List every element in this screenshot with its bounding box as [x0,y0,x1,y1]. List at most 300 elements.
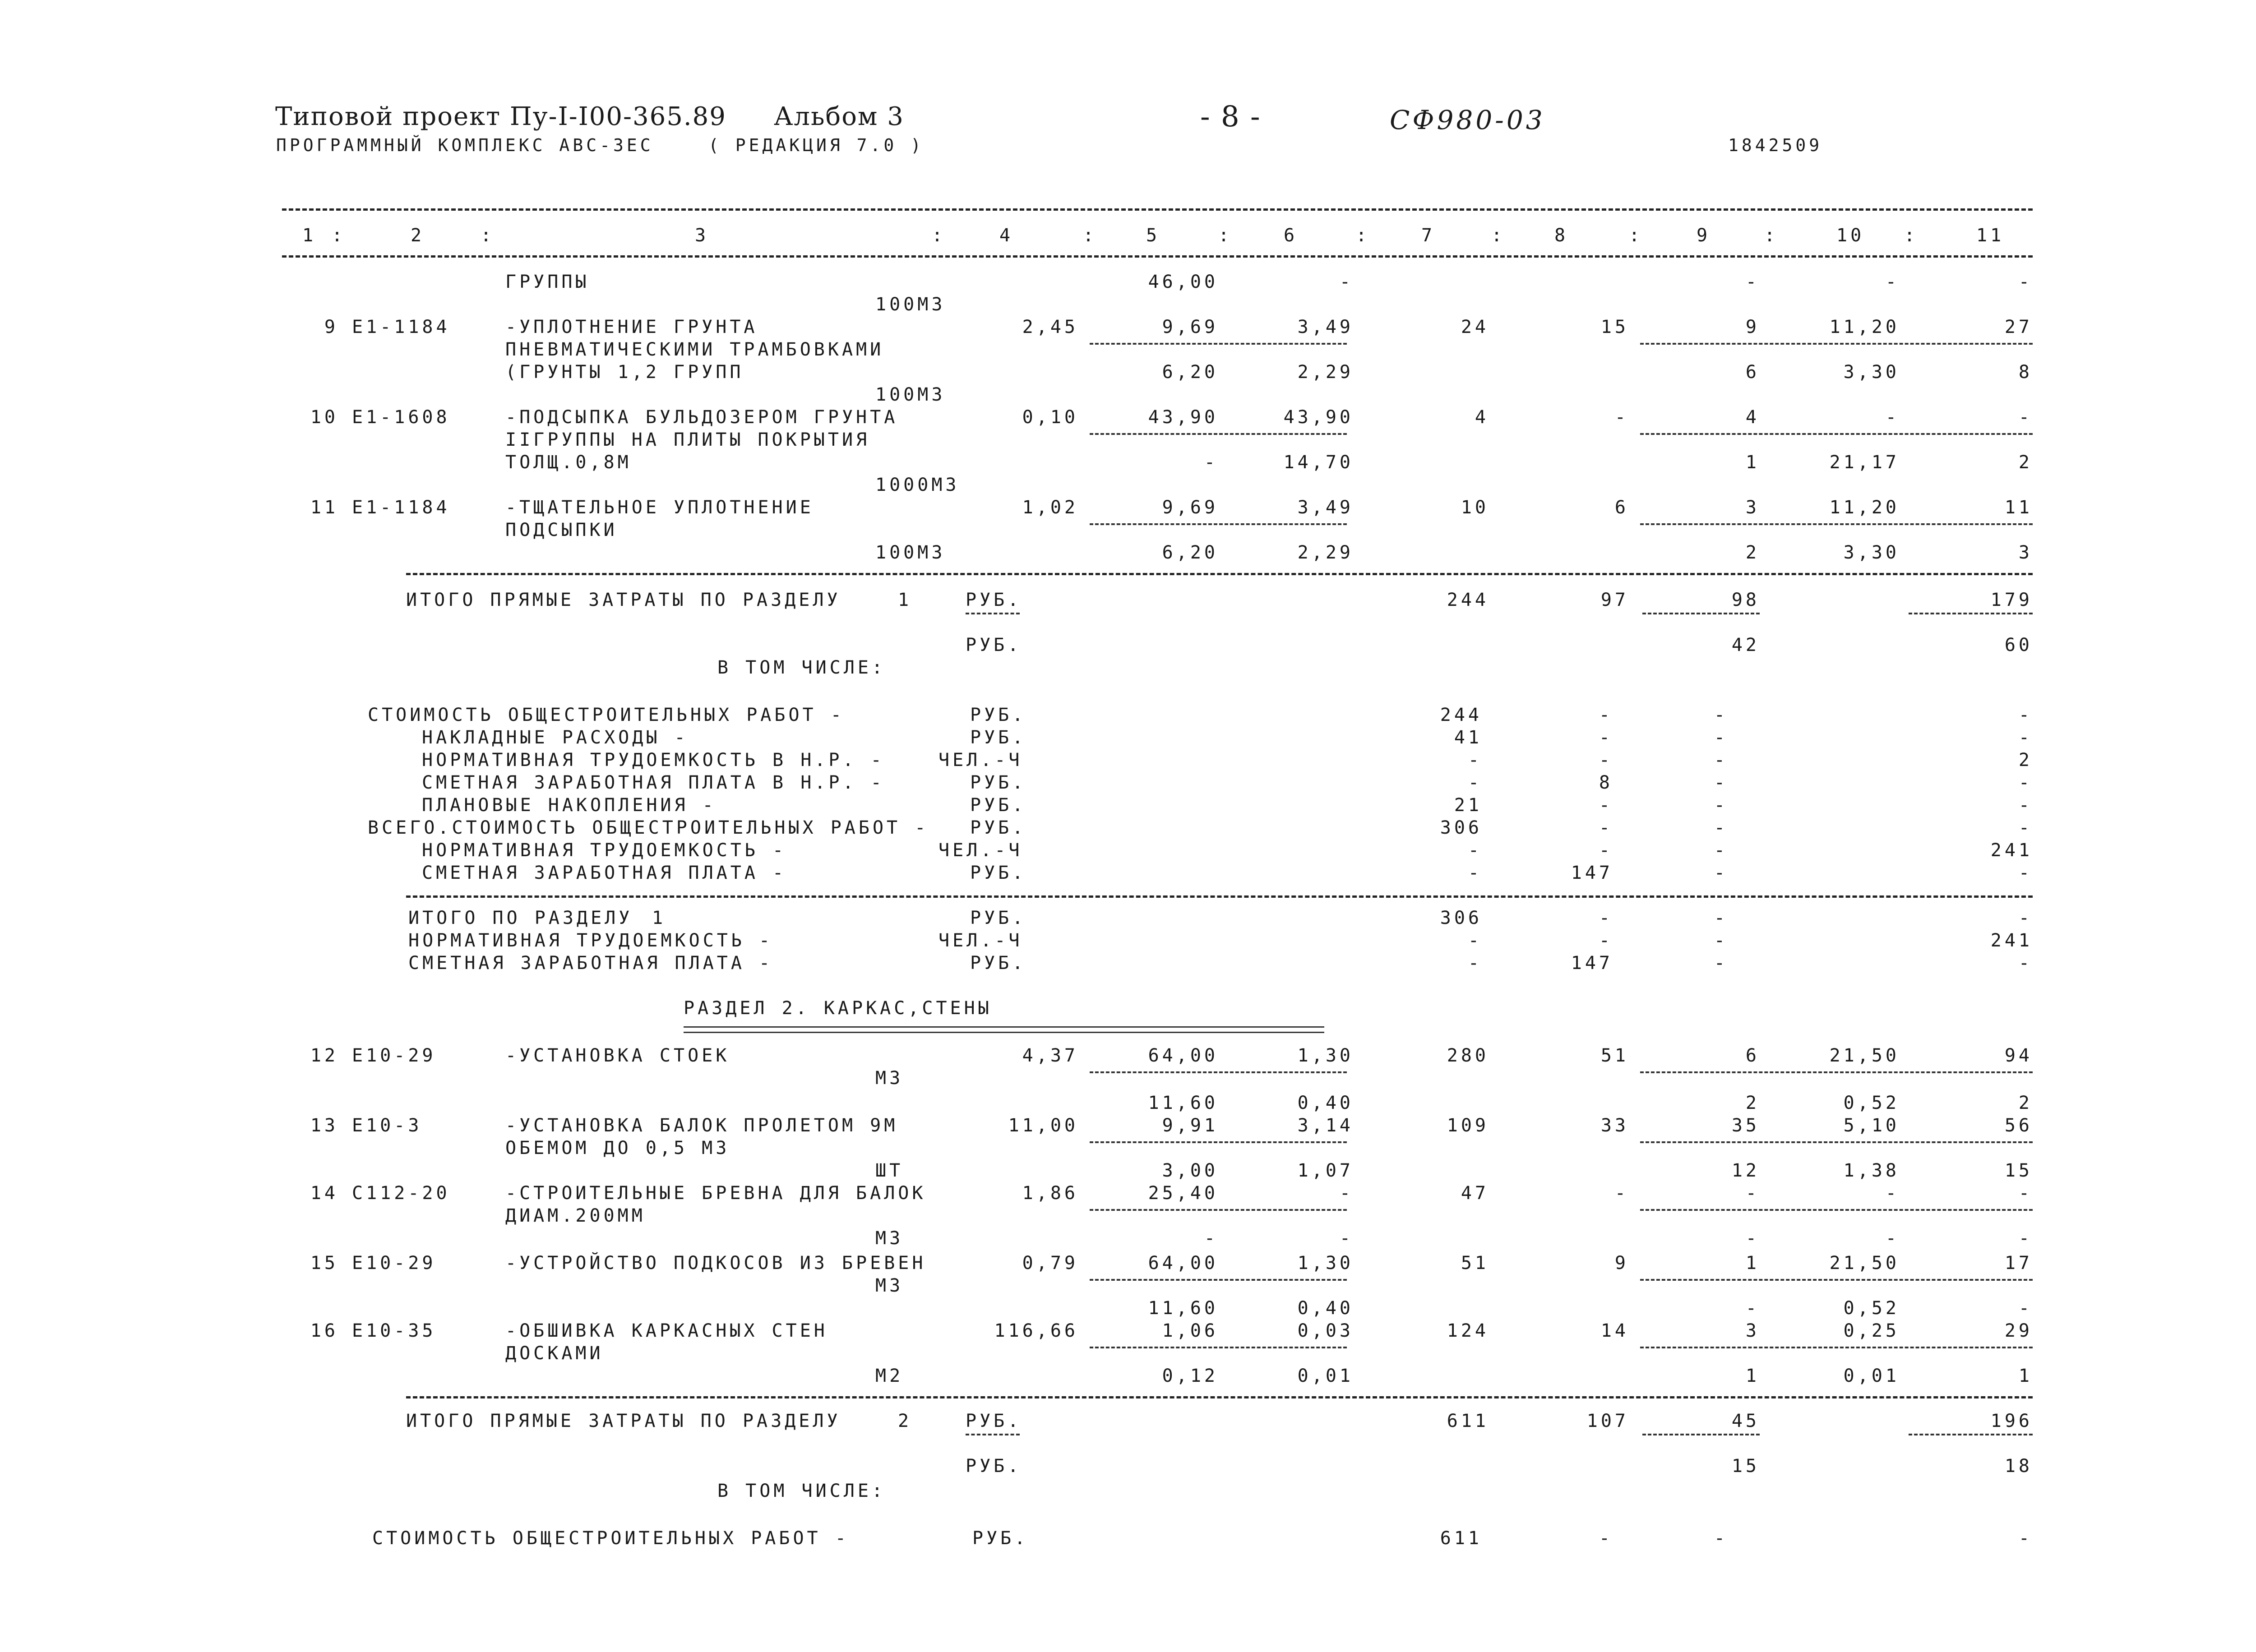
row-c5: 9,91 [1162,1115,1218,1136]
row-c10: 0,52 [1843,1093,1900,1113]
summary-label: НОРМАТИВНАЯ ТРУДОЕМКОСТЬ - [408,930,773,951]
total-label: ИТОГО ПРЯМЫЕ ЗАТРАТЫ ПО РАЗДЕЛУ [406,1411,841,1431]
row-name: -УПЛОТНЕНИЕ ГРУНТА [505,317,758,337]
column-separator: : [1491,225,1506,246]
row-c7: 4 [1475,407,1489,428]
row-c11: 29 [2004,1320,2033,1341]
summary-c7: - [1468,930,1482,951]
row-c11: 94 [2004,1045,2033,1066]
total-unit-2: РУБ. [966,635,1022,655]
dashed-separator [1090,1347,1347,1348]
summary-c9: - [1714,953,1728,974]
row-c6: 1,30 [1297,1253,1354,1274]
row-name: ТОЛЩ.0,8М [505,452,632,473]
column-separator: : [332,225,346,246]
total-c7: 244 [1447,590,1489,610]
row-number: 15 [310,1253,338,1274]
row-name: ПОДСЫПКИ [505,520,618,540]
summary-c11: - [2018,908,2033,928]
summary-c9: - [1714,930,1728,951]
breakdown-label: НОРМАТИВНАЯ ТРУДОЕМКОСТЬ В Н.Р. - [422,750,885,771]
row-c8: 9 [1614,1253,1629,1274]
column-header-6: 6 [1284,225,1298,246]
summary-label: СМЕТНАЯ ЗАРАБОТНАЯ ПЛАТА - [408,953,773,974]
breakdown-label: ПЛАНОВЫЕ НАКОПЛЕНИЯ - [422,795,717,816]
row-c10: 11,20 [1829,317,1900,337]
column-header-10: 10 [1836,225,1865,246]
breakdown-unit: РУБ. [970,817,1026,838]
row-c6: 3,14 [1297,1115,1354,1136]
row-c8: - [1614,407,1629,428]
row-unit: М3 [875,1275,904,1296]
row-c11: 3 [2018,542,2033,563]
row-c11: - [2018,1183,2033,1204]
total-unit-2: РУБ. [966,1456,1022,1477]
row-c5: 9,69 [1162,317,1218,337]
row-c6: 1,07 [1297,1160,1354,1181]
breakdown-label: НАКЛАДНЫЕ РАСХОДЫ - [422,727,689,748]
breakdown-c7: 244 [1440,705,1482,725]
breakdown-c8: 147 [1571,863,1613,883]
row-name: -УСТРОЙСТВО ПОДКОСОВ ИЗ БРЕВЕН [505,1253,926,1274]
row-c6: 43,90 [1283,407,1354,428]
row-c9: 6 [1745,362,1760,383]
breakdown-label: ВСЕГО.СТОИМОСТЬ ОБЩЕСТРОИТЕЛЬНЫХ РАБОТ - [368,817,929,838]
summary-unit: РУБ. [970,953,1026,974]
breakdown-unit: ЧЕЛ.-Ч [938,750,1023,771]
dashed-separator [1640,1141,2033,1143]
row-c11: 2 [2018,452,2033,473]
breakdown-unit: РУБ. [970,772,1026,793]
row-c11: 56 [2004,1115,2033,1136]
row-c5: - [1204,1228,1218,1249]
row-c9: 35 [1731,1115,1760,1136]
total-c9-2: 15 [1731,1456,1760,1477]
document-number: 1842509 [1728,135,1823,155]
row-number: 11 [310,497,338,518]
document-code: СФ980-03 [1390,105,1545,135]
row-unit: 100М3 [875,294,946,315]
row-name: ДОСКАМИ [505,1343,604,1364]
row-c10: 0,25 [1843,1320,1900,1341]
breakdown-c7: 41 [1454,727,1482,748]
row-unit: М3 [875,1228,904,1249]
project-title: Типовой проект Пу-I-I00-365.89 [275,102,726,131]
dashed-separator [966,1434,1020,1435]
row-unit: М3 [875,1068,904,1089]
breakdown-label: НОРМАТИВНАЯ ТРУДОЕМКОСТЬ - [422,840,787,861]
row-code: Е10-35 [352,1320,436,1341]
row-c5: 6,20 [1162,362,1218,383]
summary-c7: 306 [1440,908,1482,928]
dashed-separator [1640,1209,2033,1211]
row-code: Е1-1184 [352,317,450,337]
row-code: Е10-29 [352,1045,436,1066]
section2-title-underline [684,1026,1324,1028]
row-c6: 0,03 [1297,1320,1354,1341]
row-name: IIГРУППЫ НА ПЛИТЫ ПОКРЫТИЯ [505,429,870,450]
dashed-separator [1640,1279,2033,1281]
row-c10: 21,50 [1829,1045,1900,1066]
row-quantity: 1,02 [1022,497,1078,518]
summary-unit: ЧЕЛ.-Ч [938,930,1023,951]
row-name: ДИАМ.200ММ [505,1205,646,1226]
row-number: 16 [310,1320,338,1341]
row-number: 9 [324,317,338,337]
breakdown-c9: - [1714,705,1728,725]
row-name: ПНЕВМАТИЧЕСКИМИ ТРАМБОВКАМИ [505,339,884,360]
summary-c11: 241 [1990,930,2033,951]
section2-title: РАЗДЕЛ 2. КАРКАС,СТЕНЫ [684,998,992,1019]
row-name: -ТЩАТЕЛЬНОЕ УПЛОТНЕНИЕ [505,497,814,518]
breakdown-c7: - [1468,840,1482,861]
summary-c9: - [1714,908,1728,928]
page-number: - 8 - [1200,100,1261,134]
dashed-separator [1909,613,2033,614]
row-c5: - [1204,452,1218,473]
breakdown-c8: - [1599,1528,1613,1549]
breakdown-unit: РУБ. [970,795,1026,816]
row-c6: - [1339,272,1354,292]
dashed-separator [1640,523,2033,525]
row-c5: 64,00 [1148,1045,1218,1066]
breakdown-c7: 306 [1440,817,1482,838]
total-c9: 45 [1731,1411,1760,1431]
row-quantity: 116,66 [994,1320,1078,1341]
row-c10: 0,01 [1843,1366,1900,1386]
row-c10: - [1885,407,1900,428]
row-c6: 0,40 [1297,1298,1354,1319]
row-c9: 6 [1745,1045,1760,1066]
header-rule-top [282,208,2033,211]
row-c6: 3,49 [1297,497,1354,518]
breakdown-c7: 611 [1440,1528,1482,1549]
breakdown-c8: - [1599,727,1613,748]
dashed-separator [1640,1347,2033,1348]
breakdown-label: СТОИМОСТЬ ОБЩЕСТРОИТЕЛЬНЫХ РАБОТ - [368,705,845,725]
breakdown-c8: - [1599,817,1613,838]
summary-c8: 147 [1571,953,1613,974]
row-c11: 11 [2004,497,2033,518]
dashed-separator [966,613,1020,614]
dashed-separator [1909,1434,2033,1435]
summary-c11: - [2018,953,2033,974]
row-code: Е10-29 [352,1253,436,1274]
row-c10: - [1885,1228,1900,1249]
row-name: -ОБШИВКА КАРКАСНЫХ СТЕН [505,1320,828,1341]
row-c6: 0,40 [1297,1093,1354,1113]
row-c7: 47 [1461,1183,1489,1204]
row-c5: 25,40 [1148,1183,1218,1204]
row-quantity: 0,10 [1022,407,1078,428]
breakdown-unit: ЧЕЛ.-Ч [938,840,1023,861]
row-c9: 1 [1745,452,1760,473]
row-code: Е1-1608 [352,407,450,428]
in-that-number-label: В ТОМ ЧИСЛЕ: [717,1481,886,1501]
total-unit: РУБ. [966,590,1022,610]
dashed-separator [1642,1434,1760,1435]
row-c8: 6 [1614,497,1629,518]
breakdown-c9: - [1714,863,1728,883]
program-name: ПРОГРАММНЫЙ КОМПЛЕКС АВС-3ЕС [276,135,654,155]
row-c8: 33 [1600,1115,1629,1136]
breakdown-c9: - [1714,772,1728,793]
breakdown-c11: 241 [1990,840,2033,861]
total-c11-2: 60 [2004,635,2033,655]
row-c9: 3 [1745,497,1760,518]
breakdown-c11: - [2018,705,2033,725]
total-c11-2: 18 [2004,1456,2033,1477]
row-c9: 1 [1745,1253,1760,1274]
summary-c7: - [1468,953,1482,974]
column-header-11: 11 [1976,225,2005,246]
breakdown-c9: - [1714,1528,1728,1549]
row-c11: 8 [2018,362,2033,383]
row-c9: - [1745,1298,1760,1319]
row-code: С112-20 [352,1183,450,1204]
row-c9: - [1745,272,1760,292]
column-header-7: 7 [1421,225,1436,246]
breakdown-c11: - [2018,863,2033,883]
breakdown-c8: - [1599,750,1613,771]
row-number: 10 [310,407,338,428]
row-c10: - [1885,272,1900,292]
breakdown-c7: - [1468,750,1482,771]
row-unit: М2 [875,1366,904,1386]
program-edition: ( РЕДАКЦИЯ 7.0 ) [708,135,925,155]
row-c6: 3,49 [1297,317,1354,337]
row-c7: 24 [1461,317,1489,337]
total-unit: РУБ. [966,1411,1022,1431]
row-c5: 9,69 [1162,497,1218,518]
column-separator: : [1083,225,1097,246]
row-c8: 15 [1600,317,1629,337]
row-number: 14 [310,1183,338,1204]
row-c9: 3 [1745,1320,1760,1341]
dashed-separator [1640,1071,2033,1073]
row-c10: 21,50 [1829,1253,1900,1274]
row-c11: 17 [2004,1253,2033,1274]
breakdown-c11: - [2018,1528,2033,1549]
section2-rule [406,1396,2033,1398]
row-c11: - [2018,272,2033,292]
row-c7: 124 [1447,1320,1489,1341]
row-quantity: 4,37 [1022,1045,1078,1066]
row-unit: 100М3 [875,542,946,563]
row-c9: 12 [1731,1160,1760,1181]
breakdown-unit: РУБ. [972,1528,1029,1549]
row-code: Е10-3 [352,1115,422,1136]
breakdown-label: СМЕТНАЯ ЗАРАБОТНАЯ ПЛАТА - [422,863,787,883]
row-c10: - [1885,1183,1900,1204]
dashed-separator [1090,1279,1347,1281]
row-c10: 5,10 [1843,1115,1900,1136]
row-c7: 10 [1461,497,1489,518]
row-c8: - [1614,1183,1629,1204]
breakdown1-rule [406,895,2033,898]
row-c8: 51 [1600,1045,1629,1066]
column-header-9: 9 [1697,225,1711,246]
total-c9-2: 42 [1731,635,1760,655]
row-c9: 9 [1745,317,1760,337]
row-c7: 109 [1447,1115,1489,1136]
breakdown-c7: - [1468,772,1482,793]
album-label: Альбом 3 [774,102,904,131]
column-separator: : [1764,225,1779,246]
column-header-1: 1 [302,225,317,246]
row-c5: 64,00 [1148,1253,1218,1274]
row-number: 13 [310,1115,338,1136]
row-c7: 51 [1461,1253,1489,1274]
total-c9: 98 [1731,590,1760,610]
row-c9: 2 [1745,1093,1760,1113]
row-c9: 4 [1745,407,1760,428]
row-c5: 6,20 [1162,542,1218,563]
row-c6: 2,29 [1297,542,1354,563]
breakdown-c11: 2 [2018,750,2033,771]
summary-c8: - [1599,930,1613,951]
breakdown-c11: - [2018,727,2033,748]
row-c9: - [1745,1228,1760,1249]
row-unit: 1000М3 [875,475,960,495]
row-c10: 11,20 [1829,497,1900,518]
row-quantity: 1,86 [1022,1183,1078,1204]
row-name: ОБЕМОМ ДО 0,5 М3 [505,1138,730,1158]
breakdown-c9: - [1714,795,1728,816]
row-name: (ГРУНТЫ 1,2 ГРУПП [505,362,744,383]
row-c11: 2 [2018,1093,2033,1113]
breakdown-c9: - [1714,840,1728,861]
row-name: ГРУППЫ [505,272,590,292]
row-c11: - [2018,1298,2033,1319]
total-section: 2 [898,1411,912,1431]
row-c6: 0,01 [1297,1366,1354,1386]
row-c5: 3,00 [1162,1160,1218,1181]
row-c5: 11,60 [1148,1093,1218,1113]
row-c9: 2 [1745,542,1760,563]
total-c11: 179 [1990,590,2033,610]
column-header-5: 5 [1146,225,1160,246]
summary-c8: - [1599,908,1613,928]
breakdown-c9: - [1714,750,1728,771]
column-header-8: 8 [1554,225,1569,246]
dashed-separator [1090,343,1347,345]
row-unit: ШТ [875,1160,904,1181]
row-c10: 21,17 [1829,452,1900,473]
row-c11: 15 [2004,1160,2033,1181]
breakdown-c8: - [1599,705,1613,725]
row-c7: 280 [1447,1045,1489,1066]
row-c6: 2,29 [1297,362,1354,383]
row-name: -СТРОИТЕЛЬНЫЕ БРЕВНА ДЛЯ БАЛОК [505,1183,926,1204]
breakdown-c9: - [1714,817,1728,838]
total-c8: 107 [1586,1411,1629,1431]
row-unit: 100М3 [875,384,946,405]
dashed-separator [1090,433,1347,435]
summary-label: ИТОГО ПО РАЗДЕЛУ [408,908,633,928]
breakdown-c11: - [2018,795,2033,816]
total-c11: 196 [1990,1411,2033,1431]
section1-rule [406,573,2033,575]
dashed-separator [1642,613,1760,614]
breakdown-label: СМЕТНАЯ ЗАРАБОТНАЯ ПЛАТА В Н.Р. - [422,772,885,793]
column-header-2: 2 [411,225,425,246]
row-c5: 1,06 [1162,1320,1218,1341]
row-c9: - [1745,1183,1760,1204]
column-separator: : [1218,225,1233,246]
in-that-number-label: В ТОМ ЧИСЛЕ: [717,657,886,678]
row-c11: 27 [2004,317,2033,337]
column-separator: : [481,225,495,246]
column-separator: : [932,225,946,246]
dashed-separator [1640,433,2033,435]
row-c11: - [2018,1228,2033,1249]
row-number: 12 [310,1045,338,1066]
row-c10: 3,30 [1843,542,1900,563]
summary-unit: РУБ. [970,908,1026,928]
column-header-4: 4 [999,225,1014,246]
breakdown-c11: - [2018,817,2033,838]
breakdown-c8: - [1599,840,1613,861]
breakdown-c7: - [1468,863,1482,883]
row-c10: 1,38 [1843,1160,1900,1181]
row-quantity: 2,45 [1022,317,1078,337]
row-quantity: 11,00 [1008,1115,1078,1136]
row-c6: 1,30 [1297,1045,1354,1066]
column-header-3: 3 [695,225,709,246]
dashed-separator [1640,343,2033,345]
row-name: -УСТАНОВКА СТОЕК [505,1045,730,1066]
breakdown-c11: - [2018,772,2033,793]
header-rule-bottom [282,255,2033,258]
row-c5: 0,12 [1162,1366,1218,1386]
breakdown-unit: РУБ. [970,705,1026,725]
row-c5: 43,90 [1148,407,1218,428]
total-label: ИТОГО ПРЯМЫЕ ЗАТРАТЫ ПО РАЗДЕЛУ [406,590,841,610]
row-c11: - [2018,407,2033,428]
row-c10: 3,30 [1843,362,1900,383]
breakdown-c8: - [1599,795,1613,816]
row-c11: 1 [2018,1366,2033,1386]
breakdown-label: СТОИМОСТЬ ОБЩЕСТРОИТЕЛЬНЫХ РАБОТ - [372,1528,849,1549]
row-c6: 14,70 [1283,452,1354,473]
breakdown-unit: РУБ. [970,863,1026,883]
total-section: 1 [898,590,912,610]
row-c6: - [1339,1228,1354,1249]
breakdown-c7: 21 [1454,795,1482,816]
row-c5: 11,60 [1148,1298,1218,1319]
dashed-separator [1090,1141,1347,1143]
row-c6: - [1339,1183,1354,1204]
column-separator: : [1904,225,1919,246]
total-c7: 611 [1447,1411,1489,1431]
dashed-separator [1090,1071,1347,1073]
row-name: -УСТАНОВКА БАЛОК ПРОЛЕТОМ 9М [505,1115,898,1136]
total-c8: 97 [1600,590,1629,610]
dashed-separator [1090,1209,1347,1211]
row-name: -ПОДСЫПКА БУЛЬДОЗЕРОМ ГРУНТА [505,407,898,428]
row-quantity: 0,79 [1022,1253,1078,1274]
row-c9: 1 [1745,1366,1760,1386]
breakdown-unit: РУБ. [970,727,1026,748]
dashed-separator [1090,523,1347,525]
breakdown-c9: - [1714,727,1728,748]
column-separator: : [1356,225,1370,246]
row-code: Е1-1184 [352,497,450,518]
breakdown-c8: 8 [1599,772,1613,793]
row-c10: 0,52 [1843,1298,1900,1319]
row-c5: 46,00 [1148,272,1218,292]
